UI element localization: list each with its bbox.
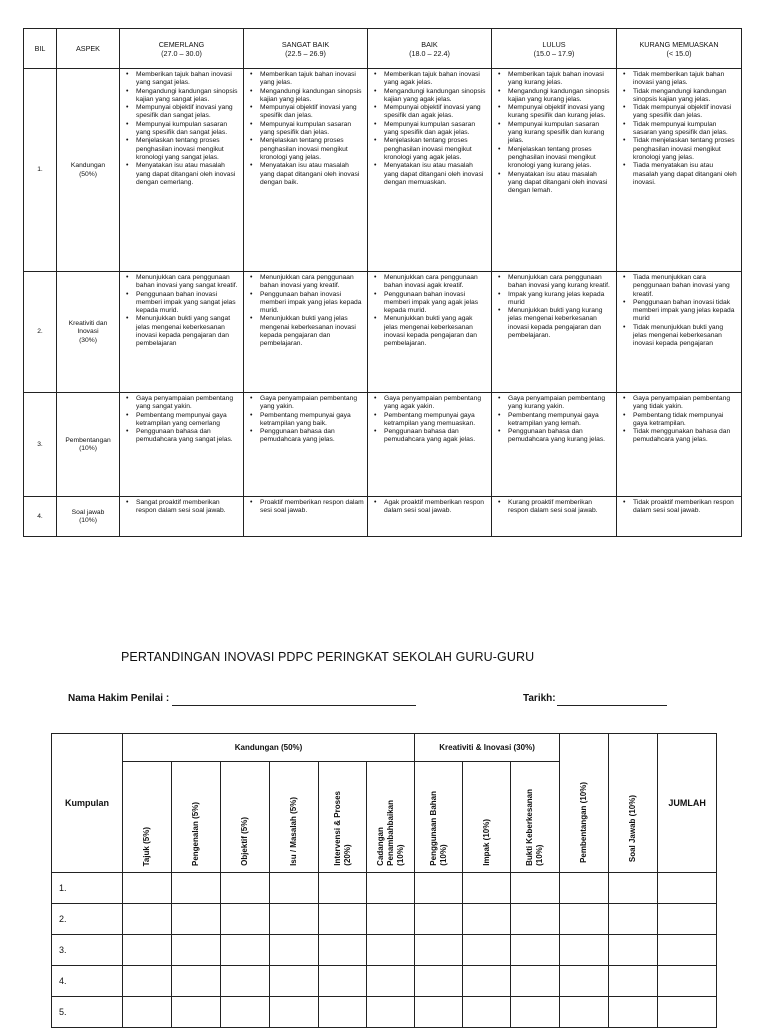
criteria-item: • Mempunyai kumpulan sasaran yang kurang spesifik dan kurang jelas. [508, 121, 613, 146]
criteria-label [191, 802, 201, 866]
header-level-cemerlang: CEMERLANG (27.0 – 30.0) [120, 29, 244, 69]
criteria-item: • Mempunyai objektif inovasi yang spesifik dan jelas. [260, 104, 364, 121]
criteria-item: • Tidak menggunakan bahasa dan pemudahcara yang jelas. [633, 428, 738, 445]
score-cell[interactable] [511, 997, 560, 1028]
criteria-item: • Menyatakan isu atau masalah yang dapat ditangani oleh inovasi dengan baik. [260, 162, 364, 187]
score-cell[interactable] [560, 935, 609, 966]
rubric-criteria-cell [492, 272, 617, 393]
rubric-bil: 1. [24, 69, 57, 272]
rubric-criteria-cell [492, 69, 617, 272]
score-cell[interactable] [609, 935, 658, 966]
header-level-lulus: LULUS (15.0 – 17.9) [492, 29, 617, 69]
judge-name-field[interactable] [172, 705, 416, 706]
criteria-item: • Menunjukkan cara penggunaan bahan inovasi yang kreatif. [260, 274, 364, 291]
score-cell[interactable] [609, 966, 658, 997]
date-label: Tarikh: [523, 693, 556, 704]
criteria-list [247, 499, 364, 516]
criteria-item: • Menunjukkan cara penggunaan bahan inovasi yang sangat kreatif. [136, 274, 240, 291]
rubric-criteria-cell [120, 69, 244, 272]
criteria-label-line: Cadangan [375, 827, 385, 866]
criteria-item: • Penggunaan bahasa dan pemudahcara yang sangat jelas. [136, 428, 240, 445]
header-jumlah: JUMLAH [658, 734, 717, 873]
score-cell[interactable] [415, 873, 463, 904]
header-pembentangan: Pembentangan (10%) [560, 734, 609, 873]
criteria-item: • Mempunyai objektif inovasi yang kurang spesifik dan kurang jelas. [508, 104, 613, 121]
criteria-label-line: Penggunaan Bahan [428, 791, 438, 866]
criteria-item: • Menunjukkan cara penggunaan bahan inovasi agak kreatif. [384, 274, 488, 291]
rubric-row [24, 69, 742, 272]
criteria-item: • Tidak menjelaskan tentang proses penghasilan inovasi mengikut kronologi yang jelas. [633, 137, 738, 162]
criteria-list [371, 499, 488, 516]
header-group-kandungan: Kandungan (50%) [123, 734, 415, 762]
aspek-line: Pembentangan [65, 436, 111, 444]
score-cell[interactable] [609, 997, 658, 1028]
criteria-item: • Tidak menunjukkan bukti yang jelas mengenai keberkesanan inovasi kepada pengajaran [633, 324, 738, 349]
score-cell[interactable] [609, 904, 658, 935]
rubric-row [24, 393, 742, 497]
criteria-list [123, 499, 240, 516]
criteria-item: • Memberikan tajuk bahan inovasi yang sangat jelas. [136, 71, 240, 88]
score-cell[interactable] [319, 904, 367, 935]
score-cell[interactable] [270, 997, 319, 1028]
header-kandungan-criterion [319, 762, 367, 873]
rubric-criteria-cell [244, 69, 368, 272]
score-cell[interactable] [172, 997, 221, 1028]
score-cell[interactable] [172, 873, 221, 904]
score-cell[interactable] [367, 873, 415, 904]
criteria-label-line: Pengenalan (5%) [191, 801, 200, 866]
rubric-row [24, 497, 742, 537]
rubric-bil: 4. [24, 497, 57, 537]
criteria-item: • Menjelaskan tentang proses penghasilan inovasi mengikut kronologi yang kurang jelas. [508, 146, 613, 171]
header-kandungan-criterion [123, 762, 172, 873]
header-aspek: ASPEK [57, 29, 120, 69]
criteria-label-line: Objektif (5%) [240, 817, 249, 866]
rubric-criteria-cell [617, 69, 742, 272]
score-cell[interactable] [463, 873, 511, 904]
criteria-item: • Menunjukkan bukti yang jelas mengenai keberkesanan inovasi kepada pengajaran dan pembelajaran. [260, 315, 364, 348]
score-cell[interactable] [123, 966, 172, 997]
score-cell[interactable] [221, 935, 270, 966]
score-cell[interactable] [609, 873, 658, 904]
group-number: 3. [52, 935, 123, 966]
score-row [52, 935, 717, 966]
score-row [52, 873, 717, 904]
rubric-row [24, 272, 742, 393]
aspek-line: Soal jawab [71, 508, 105, 516]
criteria-label-line: Bukti Keberkesanan [525, 789, 535, 866]
criteria-item: • Penggunaan bahan inovasi memberi impak yang sangat jelas kepada murid. [136, 291, 240, 316]
criteria-label [429, 791, 449, 866]
score-cell[interactable] [415, 997, 463, 1028]
score-cell[interactable] [123, 935, 172, 966]
criteria-list [371, 274, 488, 349]
score-cell[interactable] [270, 935, 319, 966]
criteria-item: • Mengandungi kandungan sinopsis kajian yang agak jelas. [384, 88, 488, 105]
group-number: 5. [52, 997, 123, 1028]
score-cell[interactable] [560, 904, 609, 935]
criteria-item: • Penggunaan bahasa dan pemudahcara yang kurang jelas. [508, 428, 613, 445]
rubric-criteria-cell [368, 272, 492, 393]
criteria-item: • Menyatakan isu atau masalah yang dapat ditangani oleh inovasi dengan memuaskan. [384, 162, 488, 187]
aspek-line: Kreativiti dan [68, 320, 108, 328]
criteria-item: • Menunjukkan bukti yang agak jelas mengenai keberkesanan inovasi kepada pengajaran dan pembelajaran. [384, 315, 488, 348]
criteria-label [376, 800, 406, 866]
criteria-label [333, 791, 353, 866]
criteria-item: • Tidak mempunyai objektif inovasi yang spesifik dan jelas. [633, 104, 738, 121]
header-kumpulan: Kumpulan [52, 734, 123, 873]
header-kreativiti-criterion [415, 762, 463, 873]
criteria-item: • Mempunyai objektif inovasi yang spesifik dan sangat jelas. [136, 104, 240, 121]
aspek-line: (50%) [79, 170, 97, 178]
criteria-item: • Pembentang tidak mempunyai gaya ketrampilan. [633, 412, 738, 429]
criteria-item: • Tidak memberikan tajuk bahan inovasi yang jelas. [633, 71, 738, 88]
date-field[interactable] [557, 705, 667, 706]
criteria-item: • Kurang proaktif memberikan respon dalam sesi soal jawab. [508, 499, 613, 516]
score-cell[interactable] [463, 904, 511, 935]
score-cell[interactable] [367, 904, 415, 935]
score-cell[interactable] [511, 966, 560, 997]
header-kreativiti-criterion [511, 762, 560, 873]
criteria-item: • Pembentang mempunyai gaya ketrampilan yang lemah. [508, 412, 613, 429]
score-cell[interactable] [658, 904, 717, 935]
criteria-label [142, 827, 152, 866]
criteria-item: • Tidak mengandungi kandungan sinopsis kajian yang jelas. [633, 88, 738, 105]
criteria-list [123, 395, 240, 445]
score-row [52, 997, 717, 1028]
criteria-item: • Penggunaan bahan inovasi tidak memberi impak yang jelas kepada murid [633, 299, 738, 324]
criteria-item: • Penggunaan bahan inovasi memberi impak yang jelas kepada murid. [260, 291, 364, 316]
criteria-label-line: (10%) [438, 844, 448, 866]
score-body [52, 873, 717, 1028]
score-cell[interactable] [560, 873, 609, 904]
criteria-item: • Gaya penyampaian pembentang yang sangat yakin. [136, 395, 240, 412]
criteria-item: • Menunjukkan cara penggunaan bahan inovasi yang kurang kreatif. [508, 274, 613, 291]
score-cell[interactable] [463, 966, 511, 997]
criteria-label [289, 797, 299, 866]
criteria-item: • Penggunaan bahan inovasi memberi impak yang agak jelas kepada murid. [384, 291, 488, 316]
criteria-list [247, 274, 364, 349]
criteria-item: • Agak proaktif memberikan respon dalam sesi soal jawab. [384, 499, 488, 516]
criteria-label-line: Penambahbaikan [385, 800, 395, 866]
rubric-criteria-cell [244, 272, 368, 393]
group-number: 4. [52, 966, 123, 997]
rubric-header-row [24, 29, 742, 69]
rubric-bil: 3. [24, 393, 57, 497]
criteria-item: • Impak yang kurang jelas kepada murid [508, 291, 613, 308]
score-cell[interactable] [221, 873, 270, 904]
criteria-item: • Pembentang mempunyai gaya ketrampilan yang baik. [260, 412, 364, 429]
rubric-aspek [57, 497, 120, 537]
criteria-item: • Tiada menunjukkan cara penggunaan bahan inovasi yang kreatif. [633, 274, 738, 299]
criteria-list [371, 395, 488, 445]
score-cell[interactable] [221, 904, 270, 935]
criteria-item: • Memberikan tajuk bahan inovasi yang jelas. [260, 71, 364, 88]
score-sheet-title: PERTANDINGAN INOVASI PDPC PERINGKAT SEKOLAH GURU-GURU [121, 650, 535, 664]
rubric-table [23, 28, 742, 537]
criteria-item: • Penggunaan bahasa dan pemudahcara yang agak jelas. [384, 428, 488, 445]
score-cell[interactable] [658, 935, 717, 966]
score-cell[interactable] [511, 904, 560, 935]
score-cell[interactable] [415, 966, 463, 997]
criteria-list [620, 499, 738, 516]
criteria-item: • Tidak mempunyai kumpulan sasaran yang spesifik dan jelas. [633, 121, 738, 138]
rubric-aspek [57, 393, 120, 497]
criteria-item: • Gaya penyampaian pembentang yang agak yakin. [384, 395, 488, 412]
rubric-criteria-cell [244, 497, 368, 537]
criteria-list [495, 274, 613, 340]
criteria-item: • Gaya penyampaian pembentang yang tidak yakin. [633, 395, 738, 412]
rubric-criteria-cell [120, 272, 244, 393]
score-cell[interactable] [172, 935, 221, 966]
rubric-criteria-cell [244, 393, 368, 497]
rubric-criteria-cell [617, 393, 742, 497]
aspek-line: Kandungan [70, 162, 106, 170]
criteria-label [525, 789, 545, 866]
criteria-label [482, 819, 492, 866]
score-cell[interactable] [658, 873, 717, 904]
rubric-bil: 2. [24, 272, 57, 393]
score-cell[interactable] [511, 935, 560, 966]
criteria-item: • Menunjukkan bukti yang sangat jelas mengenai keberkesanan inovasi kepada pengajaran dan pembelajaran [136, 315, 240, 348]
aspek-line: (10%) [79, 445, 97, 452]
header-kandungan-criterion [367, 762, 415, 873]
criteria-label-line: Isu / Masalah (5%) [289, 797, 298, 866]
score-cell[interactable] [367, 966, 415, 997]
score-cell[interactable] [319, 935, 367, 966]
header-group-kreativiti: Kreativiti & Inovasi (30%) [415, 734, 560, 762]
criteria-list [371, 71, 488, 187]
criteria-item: • Mengandungi kandungan sinopsis kajian yang sangat jelas. [136, 88, 240, 105]
rubric-criteria-cell [120, 393, 244, 497]
score-cell[interactable] [658, 997, 717, 1028]
criteria-item: • Sangat proaktif memberikan respon dalam sesi soal jawab. [136, 499, 240, 516]
criteria-item: • Tiada menyatakan isu atau masalah yang dapat ditangani oleh inovasi. [633, 162, 738, 187]
criteria-item: • Mengandungi kandungan sinopsis kajian yang jelas. [260, 88, 364, 105]
rubric-criteria-cell [368, 69, 492, 272]
score-cell[interactable] [367, 935, 415, 966]
score-row [52, 904, 717, 935]
judge-name-label: Nama Hakim Penilai : [68, 693, 170, 704]
header-kreativiti-criterion [463, 762, 511, 873]
criteria-item: • Menyatakan isu atau masalah yang dapat ditangani oleh inovasi dengan cemerlang. [136, 162, 240, 187]
header-level-kurang-memuaskan: KURANG MEMUASKAN (< 15.0) [617, 29, 742, 69]
score-table [51, 733, 717, 1028]
score-cell[interactable] [415, 904, 463, 935]
rubric-criteria-cell [492, 393, 617, 497]
criteria-item: • Penggunaan bahasa dan pemudahcara yang jelas. [260, 428, 364, 445]
criteria-label-line: (10%) [535, 844, 545, 866]
score-cell[interactable] [560, 997, 609, 1028]
score-cell[interactable] [221, 966, 270, 997]
score-cell[interactable] [123, 873, 172, 904]
criteria-item: • Mempunyai kumpulan sasaran yang spesifik dan jelas. [260, 121, 364, 138]
criteria-list [495, 71, 613, 195]
criteria-item: • Menjelaskan tentang proses penghasilan inovasi mengikut kronologi yang agak jelas. [384, 137, 488, 162]
criteria-item: • Menunjukkan bukti yang kurang jelas mengenai keberkesanan inovasi kepada pengajaran dan pembelajaran. [508, 307, 613, 340]
score-cell[interactable] [511, 873, 560, 904]
criteria-item: • Menjelaskan tentang proses penghasilan inovasi mengikut kronologi yang jelas. [260, 137, 364, 162]
score-cell[interactable] [658, 966, 717, 997]
header-kandungan-criterion [221, 762, 270, 873]
rubric-criteria-cell [617, 497, 742, 537]
header-kandungan-criterion [172, 762, 221, 873]
header-level-baik: BAIK (18.0 – 22.4) [368, 29, 492, 69]
criteria-list [620, 395, 738, 445]
criteria-item: • Proaktif memberikan respon dalam sesi soal jawab. [260, 499, 364, 516]
criteria-item: • Gaya penyampaian pembentang yang yakin. [260, 395, 364, 412]
header-kandungan-criterion [270, 762, 319, 873]
score-cell[interactable] [221, 997, 270, 1028]
criteria-list [247, 71, 364, 187]
score-cell[interactable] [560, 966, 609, 997]
criteria-item: • Memberikan tajuk bahan inovasi yang agak jelas. [384, 71, 488, 88]
header-soal-jawab: Soal Jawab (10%) [609, 734, 658, 873]
aspek-line: (10%) [79, 517, 97, 524]
criteria-list [620, 71, 738, 187]
score-cell[interactable] [172, 966, 221, 997]
score-cell[interactable] [463, 997, 511, 1028]
score-row [52, 966, 717, 997]
header-level-sangat-baik: SANGAT BAIK (22.5 – 26.9) [244, 29, 368, 69]
criteria-label [240, 817, 250, 866]
score-cell[interactable] [172, 904, 221, 935]
rubric-criteria-cell [368, 393, 492, 497]
score-cell[interactable] [415, 935, 463, 966]
score-cell[interactable] [123, 904, 172, 935]
criteria-list [247, 395, 364, 445]
group-number: 2. [52, 904, 123, 935]
aspek-line: Inovasi [77, 328, 99, 336]
criteria-item: • Memberikan tajuk bahan inovasi yang kurang jelas. [508, 71, 613, 88]
score-cell[interactable] [123, 997, 172, 1028]
score-cell[interactable] [367, 997, 415, 1028]
rubric-aspek [57, 272, 120, 393]
criteria-label-line: (20%) [342, 844, 352, 866]
criteria-item: • Mempunyai kumpulan sasaran yang spesifik dan sangat jelas. [136, 121, 240, 138]
criteria-list [495, 499, 613, 516]
group-number: 1. [52, 873, 123, 904]
criteria-item: • Tidak proaktif memberikan respon dalam sesi soal jawab. [633, 499, 738, 516]
criteria-item: • Mempunyai objektif inovasi yang spesifik dan agak jelas. [384, 104, 488, 121]
rubric-aspek [57, 69, 120, 272]
score-cell[interactable] [270, 873, 319, 904]
rubric-criteria-cell [617, 272, 742, 393]
header-bil: BIL [24, 29, 57, 69]
criteria-label-line: Tajuk (5%) [142, 826, 151, 866]
criteria-item: • Menyatakan isu atau masalah yang dapat ditangani oleh inovasi dengan lemah. [508, 171, 613, 196]
criteria-list [620, 274, 738, 349]
criteria-item: • Pembentang mempunyai gaya ketrampilan yang memuaskan. [384, 412, 488, 429]
criteria-label-line: Intervensi & Proses [332, 791, 342, 866]
criteria-item: • Menjelaskan tentang proses penghasilan inovasi mengikut kronologi yang sangat jelas. [136, 137, 240, 162]
score-cell[interactable] [270, 904, 319, 935]
criteria-item: • Mempunyai kumpulan sasaran yang spesifik dan agak jelas. [384, 121, 488, 138]
score-cell[interactable] [319, 966, 367, 997]
aspek-line: (30%) [79, 336, 97, 344]
criteria-list [123, 274, 240, 349]
rubric-criteria-cell [492, 497, 617, 537]
score-cell[interactable] [463, 935, 511, 966]
criteria-label-line: Impak (10%) [481, 819, 491, 866]
rubric-criteria-cell [120, 497, 244, 537]
criteria-list [123, 71, 240, 187]
score-cell[interactable] [319, 873, 367, 904]
criteria-item: • Gaya penyampaian pembentang yang kurang yakin. [508, 395, 613, 412]
rubric-criteria-cell [368, 497, 492, 537]
criteria-label-line: (10%) [395, 844, 405, 866]
criteria-item: • Pembentang mempunyai gaya ketrampilan yang cemerlang [136, 412, 240, 429]
criteria-item: • Mengandungi kandungan sinopsis kajian yang kurang jelas. [508, 88, 613, 105]
criteria-list [495, 395, 613, 445]
rubric-body [24, 69, 742, 537]
score-cell[interactable] [270, 966, 319, 997]
score-cell[interactable] [319, 997, 367, 1028]
